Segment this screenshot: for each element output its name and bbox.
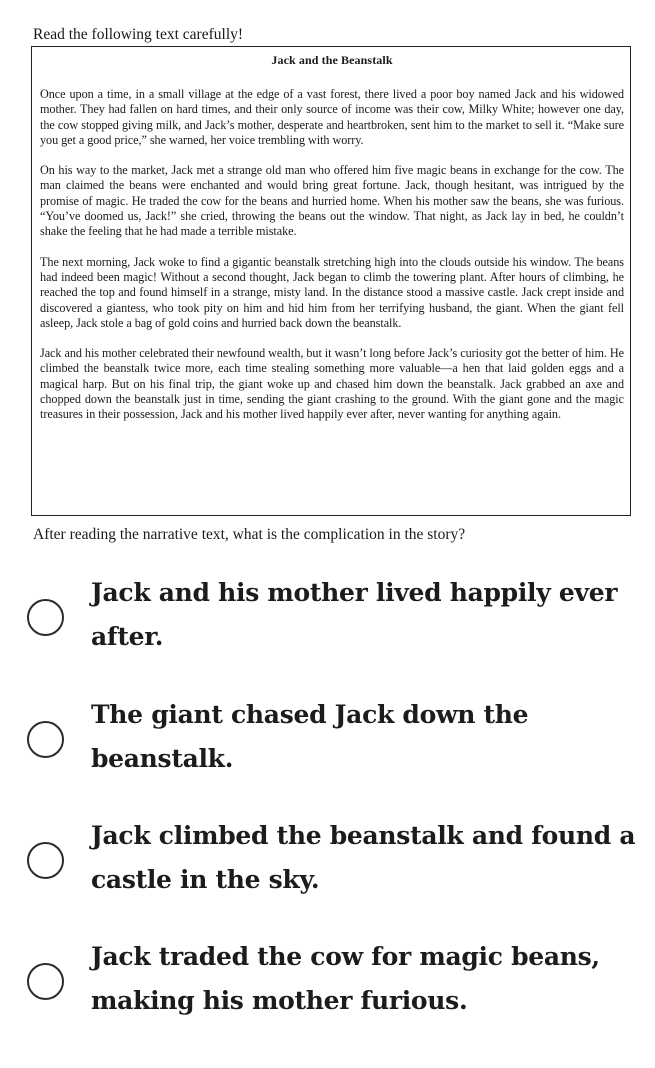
answer-option-label[interactable]: Jack and his mother lived happily ever after. bbox=[91, 578, 618, 651]
radio-button-icon[interactable] bbox=[27, 721, 64, 758]
answer-option-label[interactable]: Jack climbed the beanstalk and found a castle in the sky. bbox=[91, 821, 636, 894]
passage-paragraph-3: The next morning, Jack woke to find a gigantic beanstalk stretching high into the clouds outside his window. The beans had indeed been magic! Without a second thought, Jack began to climb the towering plant. After hours of climbing, he reached the top and found himself in a strange, misty land. In the distance stood a massive castle. Jack crept inside and discovered a giantess, who took pity on him and hid him from her terrifying husband, the giant. When the giant fell asleep, Jack stole a bag of gold coins and hurried back down the beanstalk. bbox=[40, 254, 624, 330]
passage-title: Jack and the Beanstalk bbox=[271, 53, 393, 67]
answer-option-label[interactable]: Jack traded the cow for magic beans, making his mother furious. bbox=[91, 942, 600, 1015]
radio-button-icon[interactable] bbox=[27, 599, 64, 636]
question-text: After reading the narrative text, what is the complication in the story? bbox=[33, 526, 466, 543]
passage-paragraph-2: On his way to the market, Jack met a strange old man who offered him five magic beans in exchange for the cow. The man claimed the beans were enchanted and would bring great fortune. Jack, though hesitant, was intrigued by the promise of magic. He traded the cow for the beans and hurried home. When his mother saw the beans, she was furious. “You’ve doomed us, Jack!” she cried, throwing the beans out the window. That night, as Jack lay in bed, he couldn’t shake the feeling that he had made a terrible mistake. bbox=[40, 163, 624, 239]
answer-option-c[interactable] bbox=[0, 811, 655, 911]
answer-option-d[interactable] bbox=[0, 932, 655, 1032]
answer-option-label[interactable]: The giant chased Jack down the beanstalk. bbox=[91, 700, 529, 773]
answer-option-b[interactable] bbox=[0, 690, 655, 790]
radio-button-icon[interactable] bbox=[27, 963, 64, 1000]
passage-box bbox=[31, 46, 631, 516]
instruction-text: Read the following text carefully! bbox=[33, 26, 244, 43]
answer-option-a[interactable] bbox=[0, 568, 655, 668]
passage-paragraph-1: Once upon a time, in a small village at the edge of a vast forest, there lived a poor boy named Jack and his widowed mother. They had fallen on hard times, and their only source of income was their cow, Milky White; however one day, the cow stopped giving milk, and Jack’s mother, desperate and heartbroken, sent him to the market to sell it. “Make sure you get a good price,” she warned, her voice trembling with worry. bbox=[40, 87, 624, 147]
passage-paragraph-4: Jack and his mother celebrated their newfound wealth, but it wasn’t long before Jack’s curiosity got the better of him. He climbed the beanstalk twice more, each time stealing something more valuable—a hen that laid golden eggs and a magical harp. But on his final trip, the giant woke up and chased him down the beanstalk. Jack grabbed an axe and chopped down the beanstalk just in time, sending the giant crashing to the ground. With the giant gone and the magic treasures in their possession, Jack and his mother lived happily ever after, never wanting for anything again. bbox=[40, 346, 624, 422]
radio-button-icon[interactable] bbox=[27, 842, 64, 879]
